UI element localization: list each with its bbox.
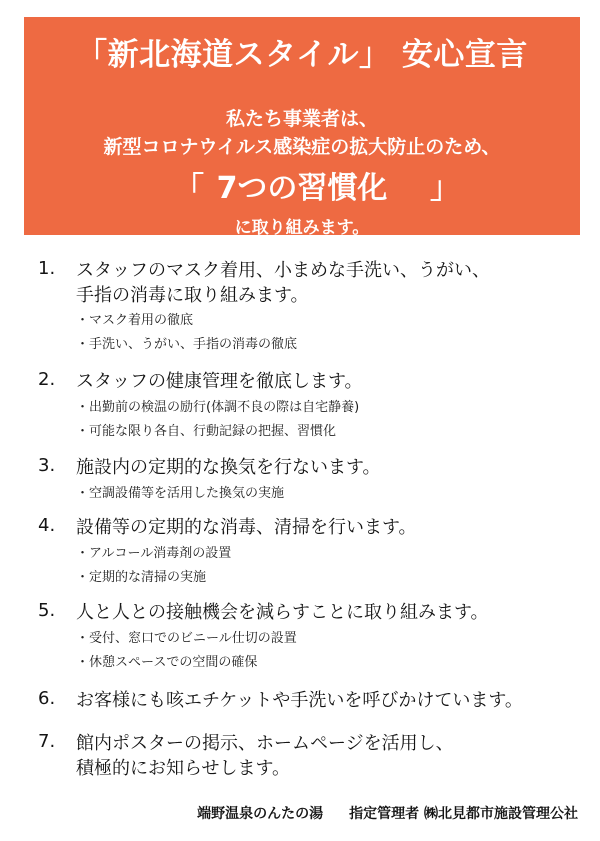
item-heading (76, 688, 523, 713)
manager-name: 指定管理者 ㈱北見都市施設管理公社 (349, 806, 578, 822)
item-number: 4. (38, 515, 56, 536)
item-number: 2. (38, 369, 56, 390)
habits-heading (24, 163, 580, 206)
item-number: 6. (38, 688, 56, 709)
item-detail: ・手洗い、うがい、手指の消毒の徹底 (76, 337, 298, 352)
header-banner (24, 17, 580, 238)
item-heading-line: 積極的にお知らせします。 (76, 758, 291, 779)
item-heading-line: スタッフのマスク着用、小まめな手洗い、うがい、 (76, 260, 490, 281)
item-number: 3. (38, 455, 56, 476)
item-number: 7. (38, 731, 56, 752)
item-number: 1. (38, 258, 56, 279)
item-heading-line: 館内ポスターの掲示、ホームページを活用し、 (76, 733, 454, 754)
item-heading-line: 施設内の定期的な換気を行ないます。 (76, 457, 381, 478)
page-title: 「新北海道スタイル」 安心宣言 (76, 37, 528, 73)
item-number: 5. (38, 600, 56, 621)
item-heading (76, 455, 381, 480)
item-detail: ・受付、窓口でのビニール仕切の設置 (76, 631, 297, 646)
item-detail: ・定期的な清掃の実施 (76, 570, 207, 585)
item-heading-line: お客様にも咳エチケットや手洗いを呼びかけています。 (76, 690, 523, 711)
item-heading (76, 258, 490, 308)
open-quote: 「 (174, 171, 204, 206)
item-heading (76, 600, 489, 625)
facility-name: 端野温泉のんたの湯 (197, 806, 324, 822)
item-heading (76, 731, 454, 781)
intro-line-1: 私たち事業者は、 (225, 108, 378, 130)
item-heading (76, 369, 363, 394)
intro-line-3: に取り組みます。 (234, 218, 370, 238)
item-detail: ・休憩スペースでの空間の確保 (76, 655, 258, 670)
item-detail: ・アルコール消毒剤の設置 (76, 546, 232, 561)
item-heading-line: 手指の消毒に取り組みます。 (76, 285, 309, 306)
habits-label: 7つの習慣化 (216, 171, 388, 206)
item-detail: ・空調設備等を活用した換気の実施 (76, 486, 285, 501)
item-detail: ・マスク着用の徹底 (76, 313, 194, 328)
intro-line-2: 新型コロナウイルス感染症の拡大防止のため、 (103, 136, 501, 158)
item-heading-line: 設備等の定期的な消毒、清掃を行います。 (76, 517, 417, 538)
close-quote: 」 (430, 171, 460, 206)
item-detail: ・出勤前の検温の励行(体調不良の際は自宅静養) (76, 400, 360, 415)
footer-credit (0, 803, 578, 823)
item-detail: ・可能な限り各自、行動記録の把握、習慣化 (76, 424, 337, 439)
item-heading-line: 人と人との接触機会を減らすことに取り組みます。 (76, 602, 489, 623)
item-heading-line: スタッフの健康管理を徹底します。 (76, 371, 363, 392)
item-heading (76, 515, 417, 540)
